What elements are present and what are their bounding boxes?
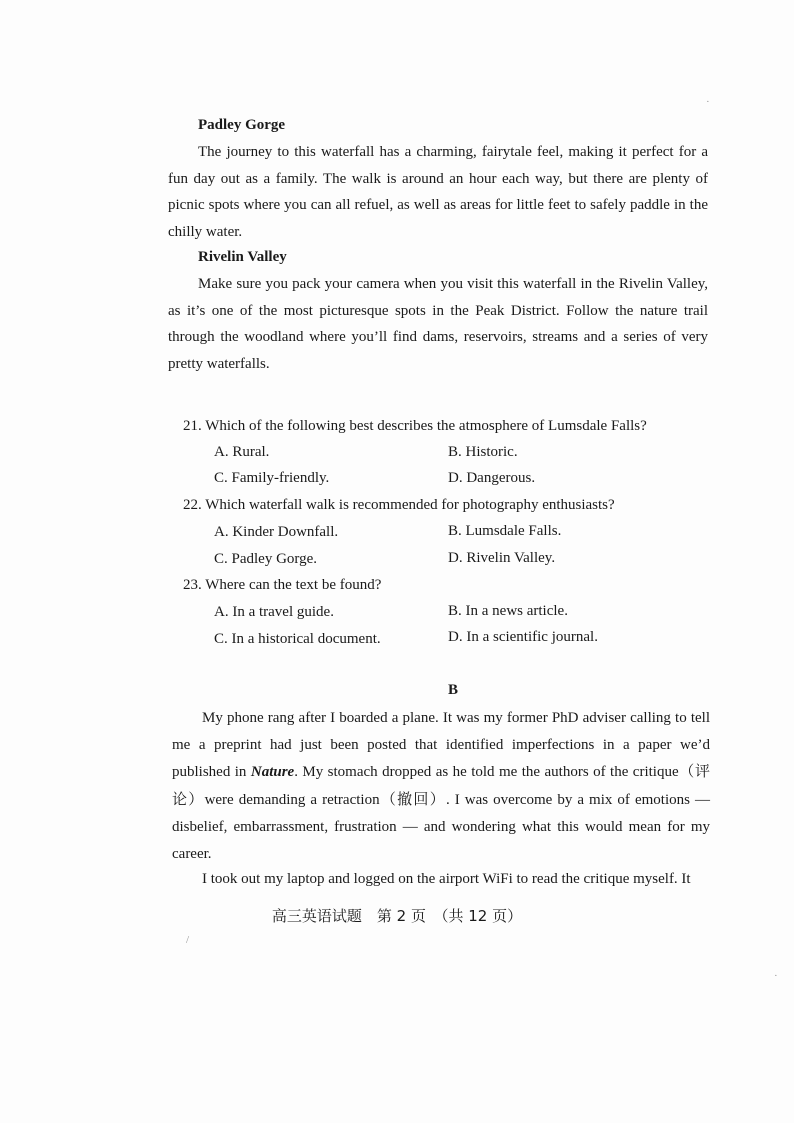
heading-rivelin-valley: Rivelin Valley bbox=[198, 249, 287, 265]
scan-speck: · bbox=[774, 970, 778, 982]
paragraph-b-1-before: My phone rang after I boarded a plane. It was my former PhD adviser calling to tell me a preprint had just been posted that identified imperfections in a paper we’d published in bbox=[172, 710, 710, 781]
paragraph-b-1-after: . My stomach dropped as he told me the authors of the critique（评论）were demanding a retraction（撤回）. I was overcome by a mix of emotions — disbelief, embarrassment, frustration — and wondering what this would mean for my career. bbox=[172, 764, 710, 863]
paragraph-rivelin-valley bbox=[168, 271, 708, 377]
question-21-option-a: A. Rural. bbox=[214, 444, 270, 460]
question-22-option-d: D. Rivelin Valley. bbox=[448, 550, 556, 566]
question-23-option-d: D. In a scientific journal. bbox=[448, 629, 598, 645]
question-22-option-b: B. Lumsdale Falls. bbox=[448, 523, 562, 539]
question-22-option-c: C. Padley Gorge. bbox=[214, 551, 318, 567]
paragraph-rivelin-text: Make sure you pack your camera when you visit this waterfall in the Rivelin Valley, as it’s one of the most picturesque spots in the Peak District. Follow the nature trail through the woodland where you’ll find dams, reservoirs, streams and a series of very pretty waterfalls. bbox=[168, 276, 708, 372]
paragraph-padley-text: The journey to this waterfall has a charming, fairytale feel, making it perfect for a fun day out as a family. The walk is around an hour each way, but there are plenty of picnic spots where you can all refuel, as well as areas for little feet to safely paddle in the chilly water. bbox=[168, 144, 708, 240]
question-22-stem: 22. Which waterfall walk is recommended for photography enthusiasts? bbox=[183, 497, 615, 513]
paragraph-b-2 bbox=[172, 866, 710, 893]
question-23-stem: 23. Where can the text be found? bbox=[183, 577, 382, 593]
scan-speck: / bbox=[186, 934, 190, 946]
question-23-option-b: B. In a news article. bbox=[448, 603, 568, 619]
heading-padley-gorge: Padley Gorge bbox=[198, 117, 286, 133]
question-21-stem: 21. Which of the following best describes the atmosphere of Lumsdale Falls? bbox=[183, 418, 647, 434]
question-23-option-a: A. In a travel guide. bbox=[214, 604, 334, 620]
page-footer: 高三英语试题 第 2 页 （共 12 页） bbox=[271, 907, 523, 925]
question-21-option-c: C. Family-friendly. bbox=[214, 470, 330, 486]
section-b-label: B bbox=[448, 682, 459, 698]
journal-name: Nature bbox=[250, 764, 295, 781]
paragraph-padley-gorge bbox=[168, 139, 708, 245]
question-21-option-b: B. Historic. bbox=[448, 444, 518, 460]
question-21-option-d: D. Dangerous. bbox=[448, 470, 536, 486]
question-23-option-c: C. In a historical document. bbox=[214, 631, 381, 647]
paragraph-b-1 bbox=[172, 705, 710, 868]
scan-speck: · bbox=[706, 96, 710, 108]
question-22-option-a: A. Kinder Downfall. bbox=[214, 524, 339, 540]
paragraph-b-2-text: I took out my laptop and logged on the airport WiFi to read the critique myself. It bbox=[202, 871, 691, 887]
